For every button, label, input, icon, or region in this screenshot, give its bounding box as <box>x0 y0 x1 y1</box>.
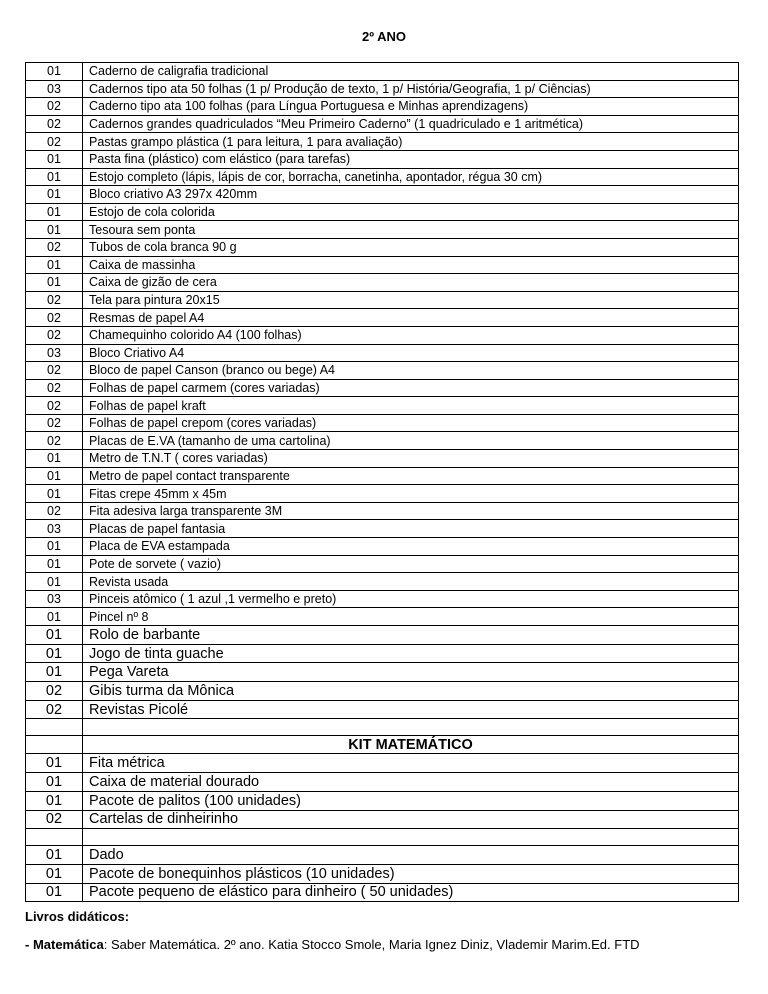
item-description: Bloco de papel Canson (branco ou bege) A4 <box>83 362 739 380</box>
item-description: Revista usada <box>83 573 739 591</box>
item-description: Tesoura sem ponta <box>83 221 739 239</box>
list-item <box>26 379 739 397</box>
item-quantity: 03 <box>26 590 83 608</box>
item-quantity: 02 <box>26 379 83 397</box>
list-item <box>26 663 739 682</box>
item-quantity: 02 <box>26 432 83 450</box>
item-quantity: 01 <box>26 791 83 810</box>
item-description: Folhas de papel carmem (cores variadas) <box>83 379 739 397</box>
item-description: Placa de EVA estampada <box>83 538 739 556</box>
list-item <box>26 168 739 186</box>
item-description: Caderno de caligrafia tradicional <box>83 63 739 81</box>
item-quantity: 01 <box>26 467 83 485</box>
item-quantity: 01 <box>26 274 83 292</box>
item-description: Cadernos grandes quadriculados “Meu Primeiro Caderno” (1 quadriculado e 1 aritmética) <box>83 115 739 133</box>
item-description: Placas de papel fantasia <box>83 520 739 538</box>
item-quantity: 02 <box>26 682 83 701</box>
item-description: Resmas de papel A4 <box>83 309 739 327</box>
list-item <box>26 63 739 81</box>
item-quantity: 01 <box>26 485 83 503</box>
blank-cell <box>83 719 739 736</box>
list-item <box>26 555 739 573</box>
list-item <box>26 80 739 98</box>
item-quantity: 01 <box>26 221 83 239</box>
item-description: Pincel nº 8 <box>83 608 739 626</box>
item-quantity: 03 <box>26 520 83 538</box>
list-item <box>26 203 739 221</box>
item-description: Estojo de cola colorida <box>83 203 739 221</box>
list-item <box>26 150 739 168</box>
item-quantity: 03 <box>26 80 83 98</box>
item-quantity: 02 <box>26 810 83 829</box>
item-quantity: 02 <box>26 115 83 133</box>
item-quantity: 01 <box>26 754 83 773</box>
item-description: Metro de papel contact transparente <box>83 467 739 485</box>
item-quantity: 01 <box>26 846 83 865</box>
item-description: Folhas de papel kraft <box>83 397 739 415</box>
item-quantity: 01 <box>26 883 83 902</box>
item-description: Dado <box>83 846 739 865</box>
item-description: Fitas crepe 45mm x 45m <box>83 485 739 503</box>
kit-heading-row <box>26 736 739 754</box>
list-item <box>26 846 739 865</box>
item-quantity: 02 <box>26 291 83 309</box>
supply-list-body <box>26 63 739 902</box>
item-quantity: 02 <box>26 397 83 415</box>
item-quantity: 01 <box>26 773 83 792</box>
list-item <box>26 864 739 883</box>
item-description: Tubos de cola branca 90 g <box>83 238 739 256</box>
list-item <box>26 626 739 645</box>
list-item <box>26 133 739 151</box>
book-subject: - Matemática <box>25 937 104 952</box>
list-item <box>26 791 739 810</box>
item-description: Rolo de barbante <box>83 626 739 645</box>
list-item <box>26 115 739 133</box>
item-description: Cartelas de dinheirinho <box>83 810 739 829</box>
list-item <box>26 432 739 450</box>
list-item <box>26 291 739 309</box>
item-description: Metro de T.N.T ( cores variadas) <box>83 450 739 468</box>
item-quantity: 01 <box>26 626 83 645</box>
item-description: Fita métrica <box>83 754 739 773</box>
list-item <box>26 414 739 432</box>
list-item <box>26 397 739 415</box>
list-item <box>26 520 739 538</box>
blank-row <box>26 719 739 736</box>
list-item <box>26 608 739 626</box>
list-item <box>26 344 739 362</box>
item-quantity: 02 <box>26 98 83 116</box>
item-description: Tela para pintura 20x15 <box>83 291 739 309</box>
item-description: Caixa de gizão de cera <box>83 274 739 292</box>
item-quantity: 01 <box>26 644 83 663</box>
item-quantity: 02 <box>26 700 83 719</box>
list-item <box>26 309 739 327</box>
list-item <box>26 238 739 256</box>
item-description: Pote de sorvete ( vazio) <box>83 555 739 573</box>
blank-cell <box>26 829 83 846</box>
supply-list-table <box>25 62 739 902</box>
list-item <box>26 467 739 485</box>
list-item <box>26 590 739 608</box>
item-quantity: 01 <box>26 663 83 682</box>
list-item <box>26 538 739 556</box>
item-quantity: 01 <box>26 168 83 186</box>
item-description: Caderno tipo ata 100 folhas (para Língua Portuguesa e Minhas aprendizagens) <box>83 98 739 116</box>
item-quantity: 01 <box>26 256 83 274</box>
list-item <box>26 573 739 591</box>
item-description: Jogo de tinta guache <box>83 644 739 663</box>
item-quantity: 02 <box>26 362 83 380</box>
item-description: Pega Vareta <box>83 663 739 682</box>
list-item <box>26 502 739 520</box>
list-item <box>26 644 739 663</box>
blank-cell <box>83 829 739 846</box>
list-item <box>26 700 739 719</box>
item-quantity: 01 <box>26 450 83 468</box>
list-item <box>26 883 739 902</box>
item-description: Chamequinho colorido A4 (100 folhas) <box>83 326 739 344</box>
item-quantity: 01 <box>26 538 83 556</box>
item-description: Pacote de palitos (100 unidades) <box>83 791 739 810</box>
item-quantity: 01 <box>26 186 83 204</box>
item-quantity: 01 <box>26 555 83 573</box>
item-description: Caixa de massinha <box>83 256 739 274</box>
item-description: Pacote de bonequinhos plásticos (10 unidades) <box>83 864 739 883</box>
kit-title: KIT MATEMÁTICO <box>83 736 739 754</box>
item-quantity: 01 <box>26 63 83 81</box>
list-item <box>26 362 739 380</box>
list-item <box>26 274 739 292</box>
item-quantity: 02 <box>26 414 83 432</box>
books-heading <box>25 909 129 924</box>
list-item <box>26 485 739 503</box>
blank-row <box>26 829 739 846</box>
item-quantity: 01 <box>26 203 83 221</box>
item-description: Placas de E.VA (tamanho de uma cartolina) <box>83 432 739 450</box>
page-title: 2º ANO <box>362 29 406 44</box>
list-item <box>26 256 739 274</box>
list-item <box>26 221 739 239</box>
item-quantity: 01 <box>26 150 83 168</box>
list-item <box>26 186 739 204</box>
item-description: Fita adesiva larga transparente 3M <box>83 502 739 520</box>
item-quantity: 02 <box>26 309 83 327</box>
item-description: Caixa de material dourado <box>83 773 739 792</box>
item-quantity: 02 <box>26 133 83 151</box>
item-description: Estojo completo (lápis, lápis de cor, borracha, canetinha, apontador, régua 30 cm) <box>83 168 739 186</box>
list-item <box>26 98 739 116</box>
item-quantity: 02 <box>26 238 83 256</box>
list-item <box>26 810 739 829</box>
item-quantity: 01 <box>26 608 83 626</box>
item-quantity: 01 <box>26 573 83 591</box>
item-description: Pasta fina (plástico) com elástico (para tarefas) <box>83 150 739 168</box>
item-description: Bloco Criativo A4 <box>83 344 739 362</box>
item-description: Revistas Picolé <box>83 700 739 719</box>
item-description: Cadernos tipo ata 50 folhas (1 p/ Produção de texto, 1 p/ História/Geografia, 1 p/ Ciências) <box>83 80 739 98</box>
item-description: Pinceis atômico ( 1 azul ,1 vermelho e preto) <box>83 590 739 608</box>
item-quantity: 02 <box>26 502 83 520</box>
item-description: Pacote pequeno de elástico para dinheiro ( 50 unidades) <box>83 883 739 902</box>
item-description: Bloco criativo A3 297x 420mm <box>83 186 739 204</box>
item-quantity: 03 <box>26 344 83 362</box>
blank-cell <box>26 719 83 736</box>
item-quantity: 01 <box>26 864 83 883</box>
list-item <box>26 773 739 792</box>
list-item <box>26 326 739 344</box>
item-description: Pastas grampo plástica (1 para leitura, 1 para avaliação) <box>83 133 739 151</box>
item-description: Folhas de papel crepom (cores variadas) <box>83 414 739 432</box>
list-item <box>26 754 739 773</box>
item-description: Gibis turma da Mônica <box>83 682 739 701</box>
books-heading-label: Livros didáticos: <box>25 909 130 924</box>
list-item <box>26 682 739 701</box>
blank-cell <box>26 736 83 754</box>
book-entry <box>25 937 640 952</box>
book-details: : Saber Matemática. 2º ano. Katia Stocco Smole, Maria Ignez Diniz, Vlademir Marim.Ed. FTD <box>103 937 640 952</box>
list-item <box>26 450 739 468</box>
item-quantity: 02 <box>26 326 83 344</box>
